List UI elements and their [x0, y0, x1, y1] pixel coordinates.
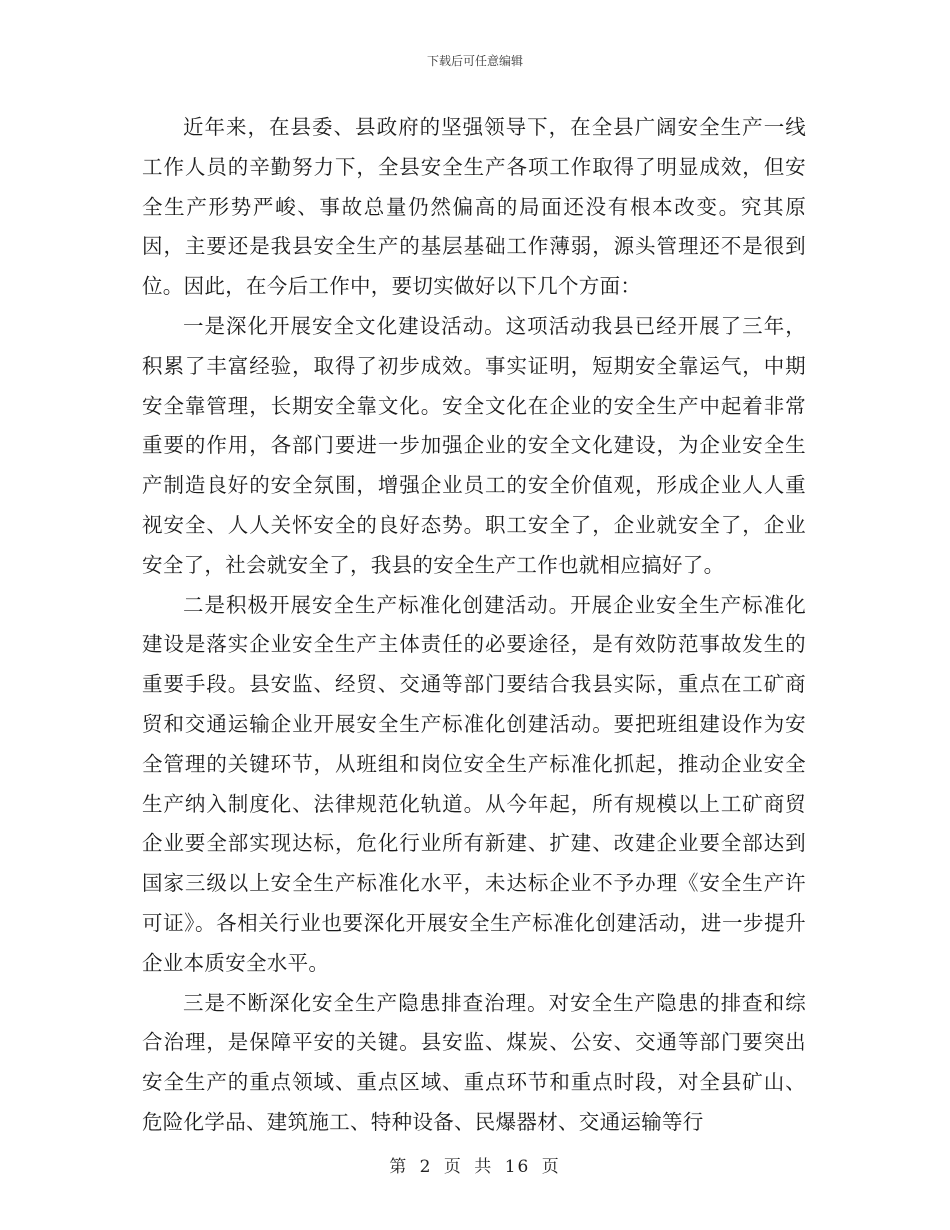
header-note: 下载后可任意编辑 — [426, 54, 523, 68]
paragraph-standardization: 二是积极开展安全生产标准化创建活动。开展企业安全生产标准化建设是落实企业安全生产主体责任的必要途径，是有效防范事故发生的重要手段。县安监、经贸、交通等部门要结合我县实际，重点在工矿商贸和交通运输企业开展安全生产标准化创建活动。要把班组建设作为安全管理的关键环节，从班组和岗位安全生产标准化抓起，推动企业安全生产纳入制度化、法律规范化轨道。从今年起，所有规模以上工矿商贸企业要全部实现达标，危化行业所有新建、扩建、改建企业要全部达到国家三级以上安全生产标准化水平，未达标企业不予办理《安全生产许可证》。各相关行业也要深化开展安全生产标准化创建活动，进一步提升企业本质安全水平。 — [142, 592, 806, 975]
page-number-footer: 第 2 页 共 16 页 — [389, 1157, 561, 1177]
paragraph-safety-culture: 一是深化开展安全文化建设活动。这项活动我县已经开展了三年，积累了丰富经验，取得了初步成效。事实证明，短期安全靠运气，中期安全靠管理，长期安全靠文化。安全文化在企业的安全生产中起着非常重要的作用，各部门要进一步加强企业的安全文化建设，为企业安全生产制造良好的安全氛围，增强企业员工的安全价值观，形成企业人人重视安全、人人关怀安全的良好态势。职工安全了，企业就安全了，企业安全了，社会就安全了，我县的安全生产工作也就相应搞好了。 — [142, 313, 806, 577]
paragraph-hazard-inspection: 三是不断深化安全生产隐患排查治理。对安全生产隐患的排查和综合治理，是保障平安的关键。县安监、煤炭、公安、交通等部门要突出安全生产的重点领域、重点区域、重点环节和重点时段，对全县矿山、危险化学品、建筑施工、特种设备、民爆器材、交通运输等行 — [142, 990, 806, 1134]
document-body — [142, 108, 806, 1143]
paragraph-intro: 近年来，在县委、县政府的坚强领导下，在全县广阔安全生产一线工作人员的辛勤努力下，全县安全生产各项工作取得了明显成效，但安全生产形势严峻、事故总量仍然偏高的局面还没有根本改变。究其原因，主要还是我县安全生产的基层基础工作薄弱，源头管理还不是很到位。因此，在今后工作中，要切实做好以下几个方面： — [142, 115, 806, 299]
